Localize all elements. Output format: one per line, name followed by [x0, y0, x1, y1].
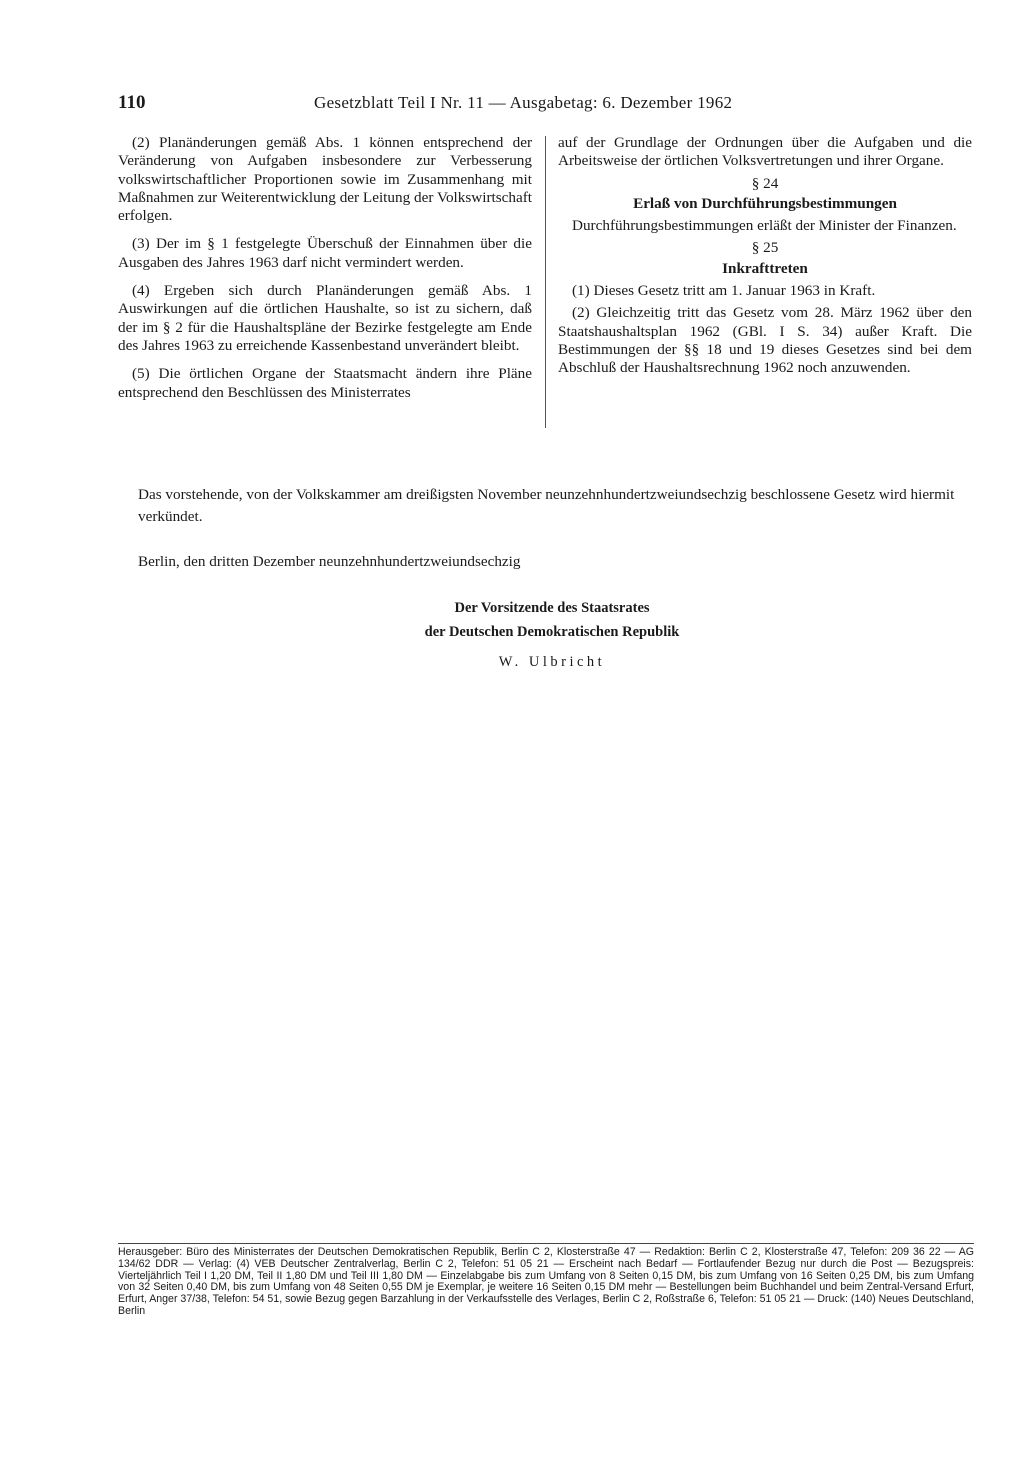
paragraph-2: (2) Planänderungen gemäß Abs. 1 können entsprechend der Veränderung von Aufgaben insbesondere zur Verbesserung volkswirtschaftlicher Proportionen sowie im Zusammenhang mit Maßnahmen zur Weiterentwicklung der Leitung der Volkswirtschaft erfolgen. — [118, 134, 532, 225]
signatory-name: W. Ulbricht — [498, 654, 606, 670]
page-number: 110 — [118, 92, 146, 113]
promulgation-text: Das vorstehende, von der Volkskammer am dreißigsten November neunzehnhundertzweiundsechzig beschlossene Gesetz wird hiermit verkündet. — [138, 486, 955, 525]
section-25-number: § 25 — [751, 239, 779, 257]
section-25-title: Inkrafttreten — [722, 259, 808, 277]
column-divider — [545, 136, 546, 428]
gazette-title: Gesetzblatt Teil I Nr. 11 — Ausgabetag: 6. Dezember 1962 — [314, 93, 733, 112]
left-column — [118, 134, 532, 412]
section-25-paragraph-2: (2) Gleichzeitig tritt das Gesetz vom 28. März 1962 über den Staatshaushaltsplan 1962 (GBl. I S. 34) außer Kraft. Die Bestimmungen der §§ 18 und 19 dieses Gesetzes sind bei dem Abschluß der Haushaltsrechnung 1962 noch anzuwenden. — [558, 304, 972, 377]
section-24-text: Durchführungsbestimmungen erläßt der Minister der Finanzen. — [572, 217, 957, 235]
paragraph-4: (4) Ergeben sich durch Planänderungen gemäß Abs. 1 Auswirkungen auf die örtlichen Haushalte, so ist zu sichern, daß der im § 2 für die Haushaltspläne der Bezirke festgelegte am Ende des Jahres 1963 zu erreichende Kassenbestand unverändert bleibt. — [118, 282, 532, 354]
right-column — [558, 134, 972, 388]
dateline: Berlin, den dritten Dezember neunzehnhundertzweiundsechzig — [138, 553, 521, 570]
signatory-title-line-1: Der Vorsitzende des Staatsrates — [454, 600, 650, 616]
section-24-title: Erlaß von Durchführungsbestimmungen — [633, 194, 897, 212]
section-24-number: § 24 — [751, 174, 779, 192]
imprint-divider — [118, 1243, 974, 1244]
section-25-paragraph-1: (1) Dieses Gesetz tritt am 1. Januar 1963 in Kraft. — [572, 282, 876, 300]
paragraph-3: (3) Der im § 1 festgelegte Überschuß der Einnahmen über die Ausgaben des Jahres 1963 darf nicht vermindert werden. — [118, 235, 532, 271]
paragraph-5-continuation: auf der Grundlage der Ordnungen über die Aufgaben und die Arbeitsweise der örtlichen Volksvertretungen und ihrer Organe. — [558, 134, 972, 170]
signatory-title-line-2: der Deutschen Demokratischen Republik — [424, 624, 680, 640]
publisher-imprint: Herausgeber: Büro des Ministerrates der Deutschen Demokratischen Republik, Berlin C 2, Klosterstraße 47 — Redaktion: Berlin C 2, Klosterstraße 47, Telefon: 209 36 22 — AG 134/62 DDR — Verlag: (4) VEB Deutscher Zentralverlag, Berlin C 2, Telefon: 51 05 21 — Erscheint nach Bedarf — Fortlaufender Bezug nur durch die Post — Bezugspreis: Vierteljährlich Teil I 1,20 DM, Teil II 1,80 DM und Teil III 1,80 DM — Einzelabgabe bis zum Umfang von 8 Seiten 0,15 DM, bis zum Umfang von 16 Seiten 0,25 DM, bis zum Umfang von 32 Seiten 0,40 DM, bis zum Umfang von 48 Seiten 0,55 DM je Exemplar, je weitere 16 Seiten 0,15 DM mehr — Bestellungen beim Buchhandel und beim Zentral-Versand Erfurt, Erfurt, Anger 37/38, Telefon: 54 51, sowie Bezug gegen Barzahlung in der Verkaufsstelle des Verlages, Berlin C 2, Roßstraße 6, Telefon: 51 05 21 — Druck: (140) Neues Deutschland, Berlin — [118, 1246, 974, 1317]
paragraph-5: (5) Die örtlichen Organe der Staatsmacht ändern ihre Pläne entsprechend den Beschlüssen des Ministerrates — [118, 365, 532, 401]
page-header — [118, 92, 978, 118]
